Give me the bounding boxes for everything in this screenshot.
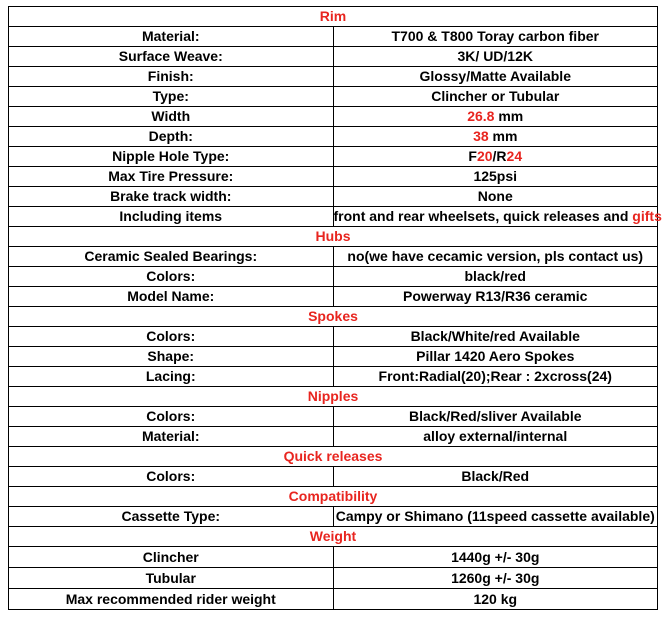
value-text: no(we have cecamic version, pls contact us) — [347, 248, 644, 264]
section-header-weight — [9, 527, 658, 547]
row-value — [333, 507, 658, 527]
table-row — [9, 247, 658, 267]
section-title: Quick releases — [9, 447, 658, 467]
value-text: F — [468, 148, 477, 164]
value-text: front and rear wheelsets, quick releases and — [333, 208, 633, 224]
row-label: Material: — [9, 27, 334, 47]
value-text: Black/White/red Available — [410, 328, 580, 344]
table-row — [9, 287, 658, 307]
section-header-quick-releases — [9, 447, 658, 467]
row-label: Colors: — [9, 267, 334, 287]
highlight-text: 24 — [506, 148, 523, 164]
table-row — [9, 407, 658, 427]
section-header-nipples — [9, 387, 658, 407]
row-value — [333, 568, 658, 589]
table-row — [9, 507, 658, 527]
row-label: Clincher — [9, 547, 334, 568]
row-label: Nipple Hole Type: — [9, 147, 334, 167]
section-title: Spokes — [9, 307, 658, 327]
value-text: /R — [492, 148, 507, 164]
row-label: Max recommended rider weight — [9, 589, 334, 610]
section-title: Rim — [9, 7, 658, 27]
section-title: Hubs — [9, 227, 658, 247]
row-label: Surface Weave: — [9, 47, 334, 67]
row-label: Colors: — [9, 467, 334, 487]
value-text: 125psi — [473, 168, 518, 184]
row-label: Max Tire Pressure: — [9, 167, 334, 187]
value-text: mm — [494, 108, 524, 124]
row-value — [333, 547, 658, 568]
table-row — [9, 27, 658, 47]
row-label: Cassette Type: — [9, 507, 334, 527]
value-text: 1440g +/- 30g — [451, 548, 540, 565]
section-header-compatibility — [9, 487, 658, 507]
row-value — [333, 107, 658, 127]
value-text: None — [477, 188, 513, 204]
table-row — [9, 367, 658, 387]
row-label: Finish: — [9, 67, 334, 87]
value-text: alloy external/internal — [423, 428, 568, 444]
highlight-text: 38 — [473, 128, 489, 144]
row-label: Type: — [9, 87, 334, 107]
row-label: Brake track width: — [9, 187, 334, 207]
row-label: Shape: — [9, 347, 334, 367]
spec-table-body — [9, 7, 662, 610]
section-title: Compatibility — [9, 487, 658, 507]
table-row — [9, 568, 658, 589]
section-header-hubs — [9, 227, 658, 247]
row-value — [333, 407, 658, 427]
row-label: Depth: — [9, 127, 334, 147]
row-value — [333, 67, 658, 87]
row-label: Ceramic Sealed Bearings: — [9, 247, 334, 267]
row-value — [333, 367, 658, 387]
value-text: Front:Radial(20);Rear : 2xcross(24) — [378, 368, 612, 384]
table-row — [9, 47, 658, 67]
value-text: Pillar 1420 Aero Spokes — [416, 348, 575, 364]
table-row — [9, 547, 658, 568]
value-text: Black/Red/sliver Available — [409, 408, 582, 424]
highlight-text: 20 — [476, 148, 493, 164]
row-label: Colors: — [9, 407, 334, 427]
table-row — [9, 127, 658, 147]
value-text: 3K/ UD/12K — [457, 48, 533, 64]
row-value — [333, 27, 658, 47]
value-text: T700 & T800 Toray carbon fiber — [391, 28, 599, 44]
section-header-spokes — [9, 307, 658, 327]
value-text: 120 kg — [473, 590, 518, 607]
table-row — [9, 589, 658, 610]
row-value — [333, 467, 658, 487]
table-row — [9, 167, 658, 187]
row-value — [333, 127, 658, 147]
row-label: Model Name: — [9, 287, 334, 307]
row-value — [333, 287, 658, 307]
table-row — [9, 467, 658, 487]
row-label: Material: — [9, 427, 334, 447]
table-row — [9, 107, 658, 127]
value-text: Black/Red — [461, 468, 530, 484]
section-title: Nipples — [9, 387, 658, 407]
row-value — [333, 347, 658, 367]
row-value — [333, 427, 658, 447]
table-row — [9, 187, 658, 207]
row-value — [333, 47, 658, 67]
row-label: Tubular — [9, 568, 334, 589]
row-label: Width — [9, 107, 334, 127]
row-value — [333, 187, 658, 207]
row-value — [333, 247, 658, 267]
table-row — [9, 327, 658, 347]
row-label: Lacing: — [9, 367, 334, 387]
value-text: Powerway R13/R36 ceramic — [403, 288, 588, 304]
section-title: Weight — [9, 527, 658, 547]
section-header-rim — [9, 7, 658, 27]
table-row — [9, 347, 658, 367]
highlight-text: gifts — [632, 208, 662, 224]
value-text: 1260g +/- 30g — [451, 569, 540, 586]
row-value — [333, 327, 658, 347]
row-label: Including items — [9, 207, 334, 227]
table-row — [9, 267, 658, 287]
row-value — [333, 267, 658, 287]
table-row — [9, 207, 658, 227]
row-label: Colors: — [9, 327, 334, 347]
row-value — [333, 167, 658, 187]
table-row — [9, 147, 658, 167]
highlight-text: 26.8 — [467, 108, 495, 124]
value-text: Campy or Shimano (11speed cassette available) — [335, 508, 655, 524]
value-text: black/red — [464, 268, 526, 284]
value-text: mm — [488, 128, 518, 144]
row-value — [333, 207, 662, 227]
value-text: Glossy/Matte Available — [419, 68, 571, 84]
table-row — [9, 427, 658, 447]
row-value — [333, 147, 658, 167]
spec-table — [8, 6, 662, 610]
row-value — [333, 589, 658, 610]
value-text: Clincher or Tubular — [431, 88, 560, 104]
row-value — [333, 87, 658, 107]
table-row — [9, 67, 658, 87]
table-row — [9, 87, 658, 107]
